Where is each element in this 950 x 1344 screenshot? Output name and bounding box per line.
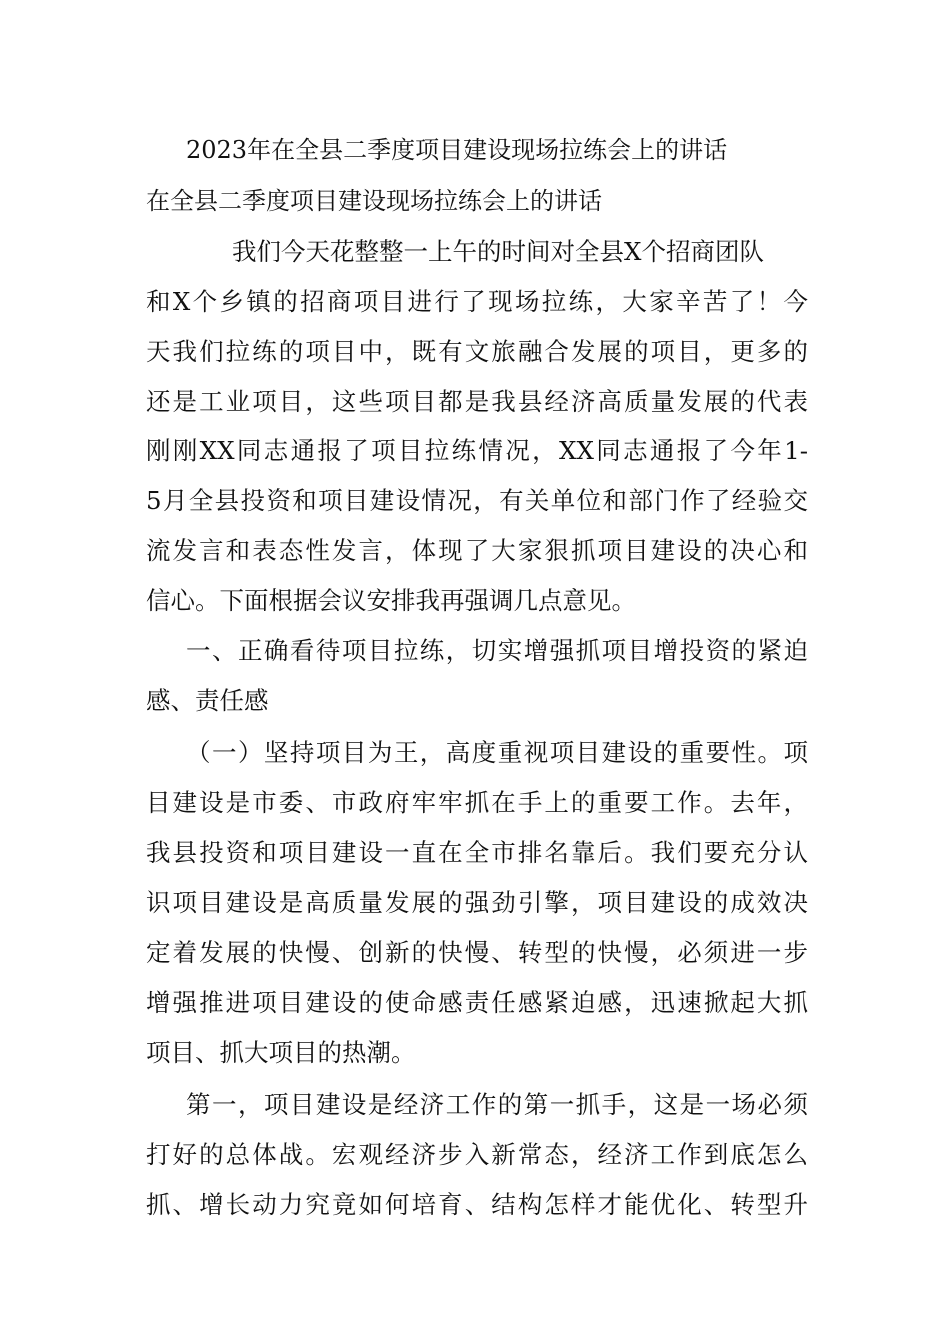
section-heading-line: 一、正确看待项目拉练，切实增强抓项目增投资的紧迫 xyxy=(186,636,808,665)
paragraph-line: 我们今天花整整一上午的时间对全县X个招商团队 xyxy=(232,237,764,266)
paragraph-line: 信心。下面根据会议安排我再强调几点意见。 xyxy=(146,586,636,615)
paragraph-line: 第一，项目建设是经济工作的第一抓手，这是一场必须 xyxy=(186,1090,808,1119)
document-title: 2023年在全县二季度项目建设现场拉练会上的讲话 xyxy=(186,136,728,164)
paragraph-line: （一）坚持项目为王，高度重视项目建设的重要性。项 xyxy=(186,738,808,767)
paragraph-line: 识项目建设是高质量发展的强劲引擎，项目建设的成效决 xyxy=(146,888,808,917)
paragraph-line: 天我们拉练的项目中，既有文旅融合发展的项目，更多的 xyxy=(146,337,808,366)
paragraph-line: 打好的总体战。宏观经济步入新常态，经济工作到底怎么 xyxy=(146,1140,808,1169)
paragraph-line: 流发言和表态性发言，体现了大家狠抓项目建设的决心和 xyxy=(146,536,808,565)
paragraph-line: 目建设是市委、市政府牢牢抓在手上的重要工作。去年， xyxy=(146,788,808,817)
paragraph-line: 抓、增长动力究竟如何培育、结构怎样才能优化、转型升 xyxy=(146,1190,808,1219)
document-subtitle: 在全县二季度项目建设现场拉练会上的讲话 xyxy=(146,187,602,215)
paragraph-line: 我县投资和项目建设一直在全市排名靠后。我们要充分认 xyxy=(146,838,808,867)
paragraph-line: 定着发展的快慢、创新的快慢、转型的快慢，必须进一步 xyxy=(146,938,808,967)
paragraph-line: 5月全县投资和项目建设情况，有关单位和部门作了经验交 xyxy=(146,486,808,515)
paragraph-line: 还是工业项目，这些项目都是我县经济高质量发展的代表 xyxy=(146,387,808,416)
paragraph-line: 增强推进项目建设的使命感责任感紧迫感，迅速掀起大抓 xyxy=(146,988,808,1017)
paragraph-line: 刚刚XX同志通报了项目拉练情况，XX同志通报了今年1- xyxy=(146,436,808,465)
section-heading-line: 感、责任感 xyxy=(146,686,269,715)
paragraph-line: 项目、抓大项目的热潮。 xyxy=(146,1038,416,1067)
paragraph-line: 和X个乡镇的招商项目进行了现场拉练，大家辛苦了！今 xyxy=(146,287,808,316)
